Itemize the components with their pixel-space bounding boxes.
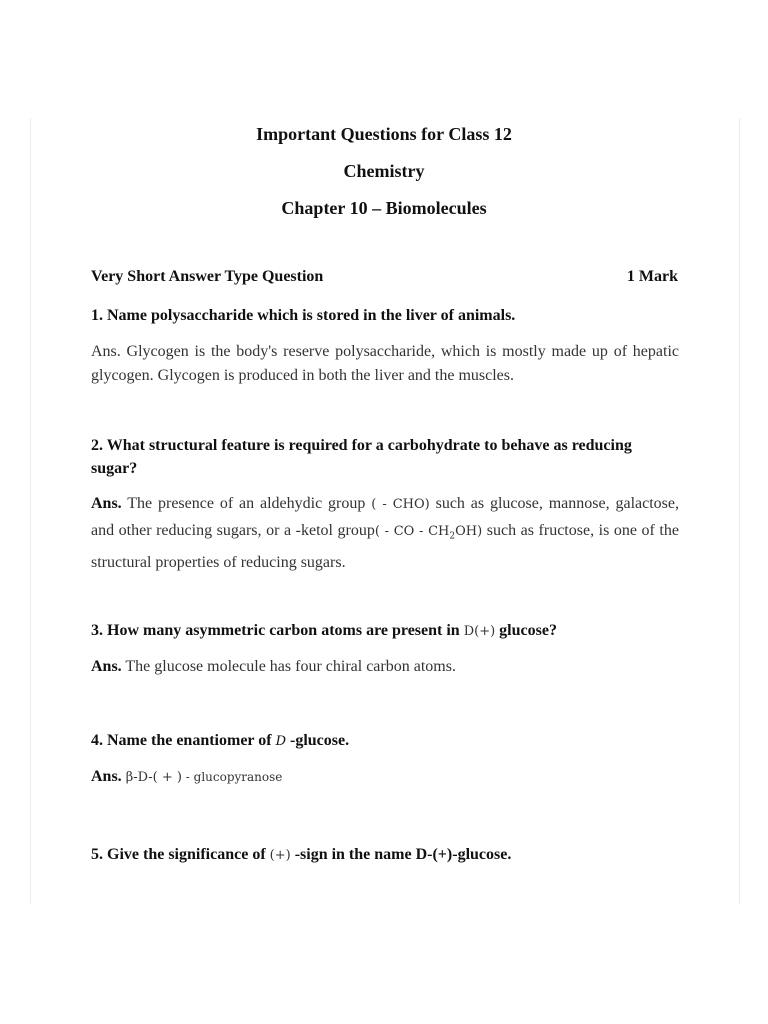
answer-2 bbox=[91, 491, 679, 576]
section-marks: 1 Mark bbox=[626, 268, 678, 285]
answer-2-text-c: such as fructose, is one of the structural properties of reducing sugars. bbox=[91, 522, 679, 571]
beta-d-formula: β-D-( + ) bbox=[125, 770, 182, 785]
answer-label: Ans. bbox=[91, 658, 122, 675]
section-heading bbox=[91, 268, 678, 286]
question-4: 4. Name the enantiomer of D -glucose. bbox=[91, 732, 350, 749]
document-title: Important Questions for Class 12 bbox=[256, 124, 512, 144]
ketol-formula: ( - CO - $CH_2OH$) bbox=[374, 524, 483, 542]
question-3: 3. How many asymmetric carbon atoms are present in D(+) glucose? bbox=[91, 622, 557, 639]
subject-title: Chemistry bbox=[343, 161, 425, 181]
plus-sign-formula: (+) bbox=[269, 848, 291, 863]
answer-2-text-a: The presence of an aldehydic group bbox=[121, 495, 372, 512]
section-label: Very Short Answer Type Question bbox=[91, 268, 324, 285]
answer-4: Ans. β-D-( + ) - glucopyranose bbox=[91, 768, 283, 785]
question-2: 2. What structural feature is required for a carbohydrate to behave as reducing sugar? bbox=[91, 437, 632, 477]
answer-label: Ans. bbox=[91, 495, 122, 512]
answer-2-text-b: such as glucose, mannose, galactose, and other reducing sugars, or a -ketol group bbox=[91, 495, 679, 539]
answer-1: Ans. Glycogen is the body's reserve polysaccharide, which is mostly made up of hepatic glycogen. Glycogen is produced in both the liver and the muscles. bbox=[91, 343, 679, 384]
answer-3: Ans. The glucose molecule has four chiral carbon atoms. bbox=[91, 658, 456, 675]
chapter-title: Chapter 10 – Biomolecules bbox=[281, 198, 487, 218]
answer-label: Ans. bbox=[91, 768, 122, 785]
aldehyde-formula: ( - CHO) bbox=[371, 497, 430, 512]
glucose-formula: D(+) bbox=[463, 624, 496, 639]
d-symbol: D bbox=[275, 734, 286, 749]
question-5: 5. Give the significance of (+) -sign in the name D-(+)-glucose. bbox=[91, 846, 512, 863]
question-1: 1. Name polysaccharide which is stored in the liver of animals. bbox=[91, 307, 516, 324]
